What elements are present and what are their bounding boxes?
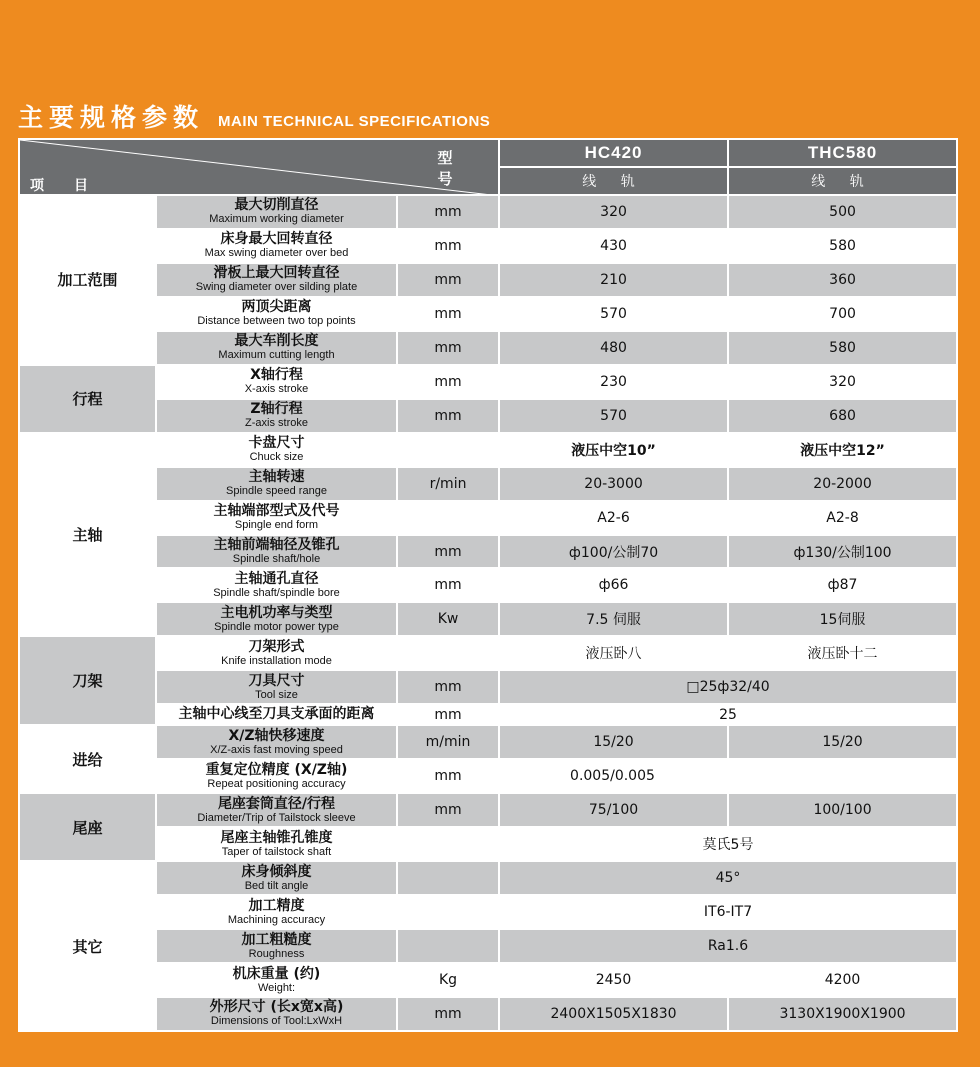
table-row [19,725,957,759]
value-thc580: 680 [728,399,957,433]
value-thc580: A2-8 [728,501,957,535]
table-row [19,670,957,704]
group-tool-holder: 刀架 [19,636,156,725]
param-name: 主轴前端轴径及锥孔 Spindle shaft/hole [156,535,397,569]
rail-type-thc580: 线 轨 [728,167,957,195]
title-english: MAIN TECHNICAL SPECIFICATIONS [218,113,491,130]
page-title [18,98,490,134]
item-label: 项目 [30,178,118,194]
param-unit [397,827,499,861]
param-name: 加工粗糙度 Roughness [156,929,397,963]
value-thc580: 15伺服 [728,602,957,636]
group-stroke: 行程 [19,365,156,433]
param-name: 床身倾斜度 Bed tilt angle [156,861,397,895]
param-name: 外形尺寸 (长x宽x高) Dimensions of Tool:LxWxH [156,997,397,1031]
param-name: X/Z轴快移速度 X/Z-axis fast moving speed [156,725,397,759]
table-row [19,399,957,433]
table-row [19,365,957,399]
group-feed: 进给 [19,725,156,793]
value-shared: IT6-IT7 [499,895,957,929]
value-hc420: 液压卧八 [499,636,728,670]
value-hc420: 570 [499,399,728,433]
value-shared: 莫氏5号 [499,827,957,861]
param-unit [397,636,499,670]
param-unit: mm [397,670,499,704]
value-thc580: 3130X1900X1900 [728,997,957,1031]
param-name: 主轴通孔直径 Spindle shaft/spindle bore [156,568,397,602]
value-hc420: 320 [499,195,728,229]
param-name: 尾座套筒直径/行程 Diameter/Trip of Tailstock sleeve [156,793,397,827]
value-hc420: 210 [499,263,728,297]
table-row [19,297,957,331]
table-row [19,793,957,827]
param-unit: mm [397,195,499,229]
param-unit: mm [397,704,499,725]
param-name: 主轴中心线至刀具支承面的距离 [156,704,397,725]
value-thc580: 700 [728,297,957,331]
param-unit [397,501,499,535]
value-thc580: 4200 [728,963,957,997]
value-hc420: 液压中空10” [499,433,728,467]
table-row [19,704,957,725]
value-thc580: 液压卧十二 [728,636,957,670]
value-hc420: 20-3000 [499,467,728,501]
table-row [19,263,957,297]
param-name: Z轴行程 Z-axis stroke [156,399,397,433]
value-thc580: 100/100 [728,793,957,827]
param-unit [397,929,499,963]
value-thc580: ф130/公制100 [728,535,957,569]
model-thc580: THC580 [728,139,957,167]
param-unit: mm [397,793,499,827]
param-unit: mm [397,331,499,365]
table-row [19,602,957,636]
param-name: X轴行程 X-axis stroke [156,365,397,399]
table-row [19,759,957,793]
value-hc420: 230 [499,365,728,399]
value-hc420: A2-6 [499,501,728,535]
table-row [19,195,957,229]
param-name: 刀架形式 Knife installation mode [156,636,397,670]
table-row [19,997,957,1031]
param-unit: mm [397,229,499,263]
value-thc580: 580 [728,229,957,263]
param-name: 主轴端部型式及代号 Spingle end form [156,501,397,535]
param-name: 卡盘尺寸 Chuck size [156,433,397,467]
value-thc580: 320 [728,365,957,399]
param-name: 最大切削直径 Maximum working diameter [156,195,397,229]
group-tailstock: 尾座 [19,793,156,861]
title-chinese: 主要规格参数 [18,103,205,132]
value-hc420: 430 [499,229,728,263]
param-name: 滑板上最大回转直径 Swing diameter over silding plate [156,263,397,297]
param-unit: mm [397,997,499,1031]
table-row [19,535,957,569]
param-unit: Kg [397,963,499,997]
param-unit: mm [397,759,499,793]
value-hc420: 2400X1505X1830 [499,997,728,1031]
param-unit [397,895,499,929]
table-row [19,861,957,895]
value-shared: Ra1.6 [499,929,957,963]
param-name: 床身最大回转直径 Max swing diameter over bed [156,229,397,263]
value-thc580: 580 [728,331,957,365]
param-name: 机床重量 (约) Weight: [156,963,397,997]
table-row [19,929,957,963]
table-row [19,433,957,467]
table-row [19,568,957,602]
param-unit: mm [397,365,499,399]
value-shared: 45° [499,861,957,895]
value-hc420: 7.5 伺服 [499,602,728,636]
value-hc420: 570 [499,297,728,331]
value-shared: 0.005/0.005 [499,759,957,793]
param-name: 尾座主轴锥孔锥度 Taper of tailstock shaft [156,827,397,861]
value-hc420: ф100/公制70 [499,535,728,569]
param-name: 重复定位精度 (X/Z轴) Repeat positioning accuracy [156,759,397,793]
value-thc580: 20-2000 [728,467,957,501]
param-name: 最大车削长度 Maximum cutting length [156,331,397,365]
param-unit: mm [397,263,499,297]
group-other: 其它 [19,861,156,1031]
value-thc580: 液压中空12” [728,433,957,467]
param-name: 主电机功率与类型 Spindle motor power type [156,602,397,636]
model-hc420: HC420 [499,139,728,167]
table-row [19,331,957,365]
value-thc580: 360 [728,263,957,297]
param-name: 两顶尖距离 Distance between two top points [156,297,397,331]
value-thc580: 500 [728,195,957,229]
model-label: 型号 [437,149,481,188]
value-thc580: ф87 [728,568,957,602]
table-row [19,501,957,535]
value-shared: □25ф32/40 [499,670,957,704]
param-unit: Kw [397,602,499,636]
param-unit [397,861,499,895]
param-name: 加工精度 Machining accuracy [156,895,397,929]
param-unit: mm [397,297,499,331]
table-row [19,827,957,861]
param-unit: r/min [397,467,499,501]
value-hc420: 75/100 [499,793,728,827]
param-unit [397,433,499,467]
group-machining-range: 加工范围 [19,195,156,365]
table-row [19,636,957,670]
group-spindle: 主轴 [19,433,156,637]
table-row [19,467,957,501]
spec-table [18,138,958,1032]
value-hc420: ф66 [499,568,728,602]
value-hc420: 15/20 [499,725,728,759]
table-row [19,963,957,997]
param-name: 主轴转速 Spindle speed range [156,467,397,501]
param-unit: m/min [397,725,499,759]
value-thc580: 15/20 [728,725,957,759]
table-row [19,229,957,263]
value-shared: 25 [499,704,957,725]
header-corner [19,139,499,195]
param-unit: mm [397,399,499,433]
rail-type-hc420: 线 轨 [499,167,728,195]
param-unit: mm [397,535,499,569]
table-row [19,895,957,929]
value-hc420: 480 [499,331,728,365]
value-hc420: 2450 [499,963,728,997]
param-name: 刀具尺寸 Tool size [156,670,397,704]
param-unit: mm [397,568,499,602]
